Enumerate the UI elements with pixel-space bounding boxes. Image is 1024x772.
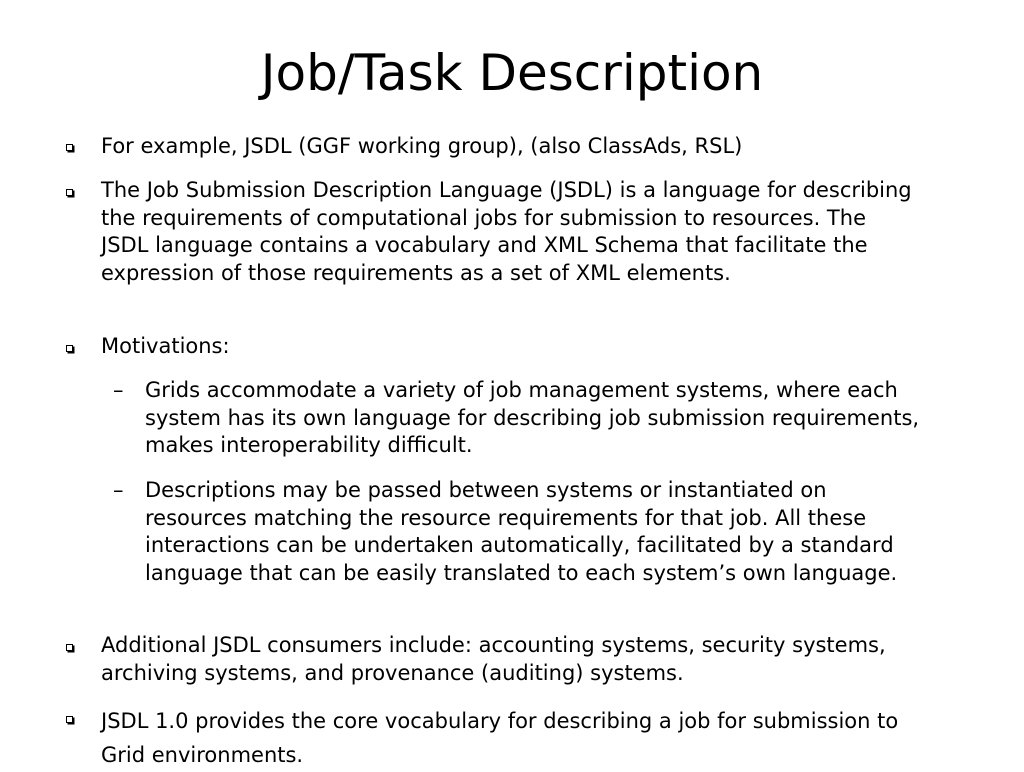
sub-bullet-item: Descriptions may be passed between systems or instantiated on resources matching the resource requirements for that job. All these interactions can be undertaken automatically, facilitated by a standard language that can be easily translated to each system’s own language.: [145, 478, 898, 585]
square-bullet-icon: [66, 144, 73, 151]
bullet-item: The Job Submission Description Language (JSDL) is a language for describing the requirements of computational jobs for submission to resources. The JSDL language contains a vocabulary and XML Schema that facilitate the expression of those requirements as a set of XML elements.: [101, 178, 912, 285]
sub-bullet-item: Grids accommodate a variety of job management systems, where each system has its own language for describing job submission requirements, makes interoperability difficult.: [145, 378, 920, 457]
square-bullet-icon: [66, 189, 73, 196]
dash-bullet-marker: –: [113, 378, 124, 402]
dash-bullet-marker: –: [113, 478, 124, 502]
bullet-item: Additional JSDL consumers include: accounting systems, security systems, archiving systems, and provenance (auditing) systems.: [101, 633, 886, 685]
square-bullet-icon: [66, 644, 73, 651]
square-bullet-icon: [66, 716, 73, 723]
square-bullet-icon: [66, 345, 73, 352]
bullet-item: JSDL 1.0 provides the core vocabulary for describing a job for submission to Grid environments.: [101, 709, 899, 767]
slide-title: Job/Task Description: [260, 44, 764, 102]
bullet-item: Motivations:: [101, 334, 230, 358]
bullet-item: For example, JSDL (GGF working group), (also ClassAds, RSL): [101, 134, 743, 158]
